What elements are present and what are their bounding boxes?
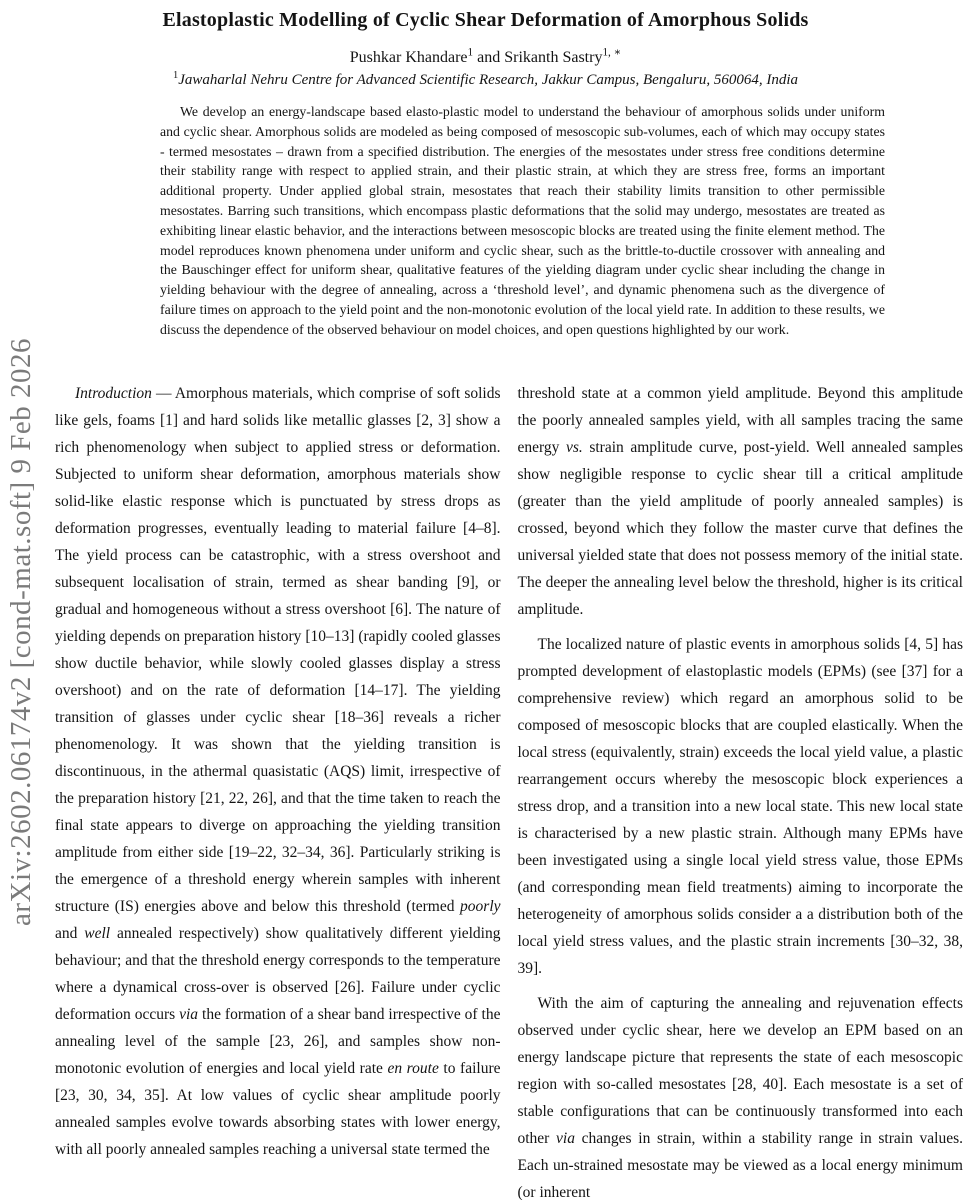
- introduction-paragraph: [55, 380, 501, 1163]
- text-segment: strain amplitude curve, post-yield. Well annealed samples show negligible response to cyclic shear till a critical amplitude (greater than the yield amplitude of poorly annealed samples) is crossed, beyond which they follow the master curve that defines the universal yielded state that does not possess memory of the initial state. The deeper the annealing level below the threshold, higher is its critical amplitude.: [517, 438, 963, 618]
- text-segment: With the aim of capturing the annealing and rejuvenation effects observed under cyclic shear, here we develop an EPM based on an energy landscape picture that represents the state of each mesoscopic region with so-called mesostates [28, 40]. Each mesostate is a set of stable configurations that can be continuously transformed into each other: [517, 994, 963, 1147]
- author-affiliation-mark: 1: [467, 46, 474, 59]
- body-paragraph: The localized nature of plastic events in amorphous solids [4, 5] has prompted development of elastoplastic models (EPMs) (see [37] for a comprehensive review) which regard an amorphous solid to be composed of mesoscopic blocks that are coupled elastically. When the local stress (equivalently, strain) exceeds the local yield value, a plastic rearrangement occurs whereby the mesoscopic block experiences a stress drop, and a transition into a new local state. This new local state is characterised by a new plastic strain. Although many EPMs have been investigated using a single local yield stress value, those EPMs (and corresponding mean field treatments) aiming to incorporate the heterogeneity of amorphous solids consider a a distribution both of the local yield stress values, and the plastic strain increments [30–32, 38, 39].: [517, 635, 963, 977]
- two-column-body: [0, 380, 971, 1200]
- author-name: Srikanth Sastry: [504, 49, 603, 66]
- author-name: Pushkar Khandare: [349, 49, 468, 66]
- author-line: [0, 46, 971, 67]
- italic-term: vs.: [565, 438, 583, 456]
- right-column: [518, 380, 964, 1200]
- text-segment: — Amorphous materials, which comprise of soft solids like gels, foams [1] and hard solids like metallic glasses [2, 3] show a rich phenomenology when subject to applied stress or deformation. Subjected to uniform shear deformation, amorphous materials show solid-like elastic response which is punctuated by stress drops as deformation progresses, eventually leading to material failure [4–8]. The yield process can be catastrophic, with a stress overshoot and subsequent localisation of strain, termed as shear banding [9], or gradual and homogeneous without a stress overshoot [6]. The nature of yielding depends on preparation history [10–13] (rapidly cooled glasses show ductile behavior, while slowly cooled glasses display a stress overshoot) and on the rate of deformation [14–17]. The yielding transition of glasses under cyclic shear [18–36] reveals a richer phenomenology. It was shown that the yielding transition is discontinuous, in the athermal quasistatic (AQS) limit, irrespective of the preparation history [21, 22, 26], and that the time taken to reach the final state appears to diverge on approaching the yielding transition amplitude from either side [19–22, 32–34, 36]. Particularly striking is the emergence of a threshold energy wherein samples with inherent structure (IS) energies above and below this threshold (termed: [55, 384, 501, 915]
- italic-term: via: [179, 1005, 199, 1023]
- left-column: [55, 380, 501, 1200]
- author-separator: and: [473, 49, 505, 66]
- text-segment: changes in strain, within a stability range in strain values. Each un-strained mesostate may be viewed as a local energy minimum (or inherent: [517, 1129, 963, 1200]
- text-segment: threshold state at a common yield amplitude. Beyond this amplitude the poorly annealed samples yield, with all samples tracing the same energy: [517, 384, 963, 456]
- section-lead-in: Introduction: [75, 384, 152, 402]
- italic-term: poorly: [460, 897, 501, 915]
- abstract-paragraph: We develop an energy-landscape based elasto-plastic model to understand the behaviour of amorphous solids under uniform and cyclic shear. Amorphous solids are modeled as being composed of mesoscopic sub-volumes, each of which may occupy states - termed mesostates – drawn from a specified distribution. The energies of the mesostates under stress free conditions determine their stability range with respect to applied strain, and their plastic strain, at which they are stress free, forms an important additional property. Under applied global strain, mesostates that reach their stability limits transition to other permissible mesostates. Barring such transitions, which encompass plastic deformations that the solid may undergo, mesostates are treated as exhibiting linear elastic behavior, and the interactions between mesoscopic blocks are treated using the finite element method. The model reproduces known phenomena under uniform and cyclic shear, such as the brittle-to-ductile crossover with annealing and the Bauschinger effect for uniform shear, qualitative features of the yielding diagram under cyclic shear including the change in yielding behaviour with the degree of annealing, across a ‘threshold level’, and dynamic phenomena such as the divergence of failure times on approach to the yield point and the non-monotonic evolution of the local yield rate. In addition to these results, we discuss the dependence of the observed behaviour on model choices, and open questions highlighted by our work.: [160, 104, 885, 337]
- text-segment: annealed respectively) show qualitatively different yielding behaviour; and that the threshold energy corresponds to the temperature where a dynamical cross-over is observed [26]. Failure under cyclic deformation occurs: [55, 924, 501, 1023]
- paper-title: Elastoplastic Modelling of Cyclic Shear Deformation of Amorphous Solids: [162, 9, 809, 31]
- text-segment: the formation of a shear band irrespective of the annealing level of the sample [23, 26], and samples show non-monotonic evolution of energies and local yield rate: [55, 1005, 501, 1077]
- body-paragraph: [518, 990, 964, 1200]
- italic-term: well: [84, 924, 111, 942]
- text-segment: and: [55, 924, 85, 942]
- affiliation-text: Jawaharlal Nehru Centre for Advanced Scientific Research, Jakkur Campus, Bengaluru, 560064, India: [178, 72, 798, 88]
- abstract-block: [160, 102, 885, 340]
- italic-term: via: [556, 1129, 575, 1147]
- text-segment: to failure [23, 30, 34, 35]. At low values of cyclic shear amplitude poorly annealed samples evolve towards absorbing states with lower energy, with all poorly annealed samples reaching a universal state termed the: [55, 1059, 501, 1158]
- arxiv-watermark: arXiv:2602.06174v2 [cond-mat.soft] 9 Feb 2026: [5, 338, 37, 926]
- affiliation-line: [0, 72, 971, 89]
- body-paragraph: [518, 380, 964, 623]
- author-affiliation-mark: 1, ∗: [602, 46, 622, 59]
- italic-term: en route: [387, 1059, 439, 1077]
- affiliation-mark: 1: [172, 70, 179, 81]
